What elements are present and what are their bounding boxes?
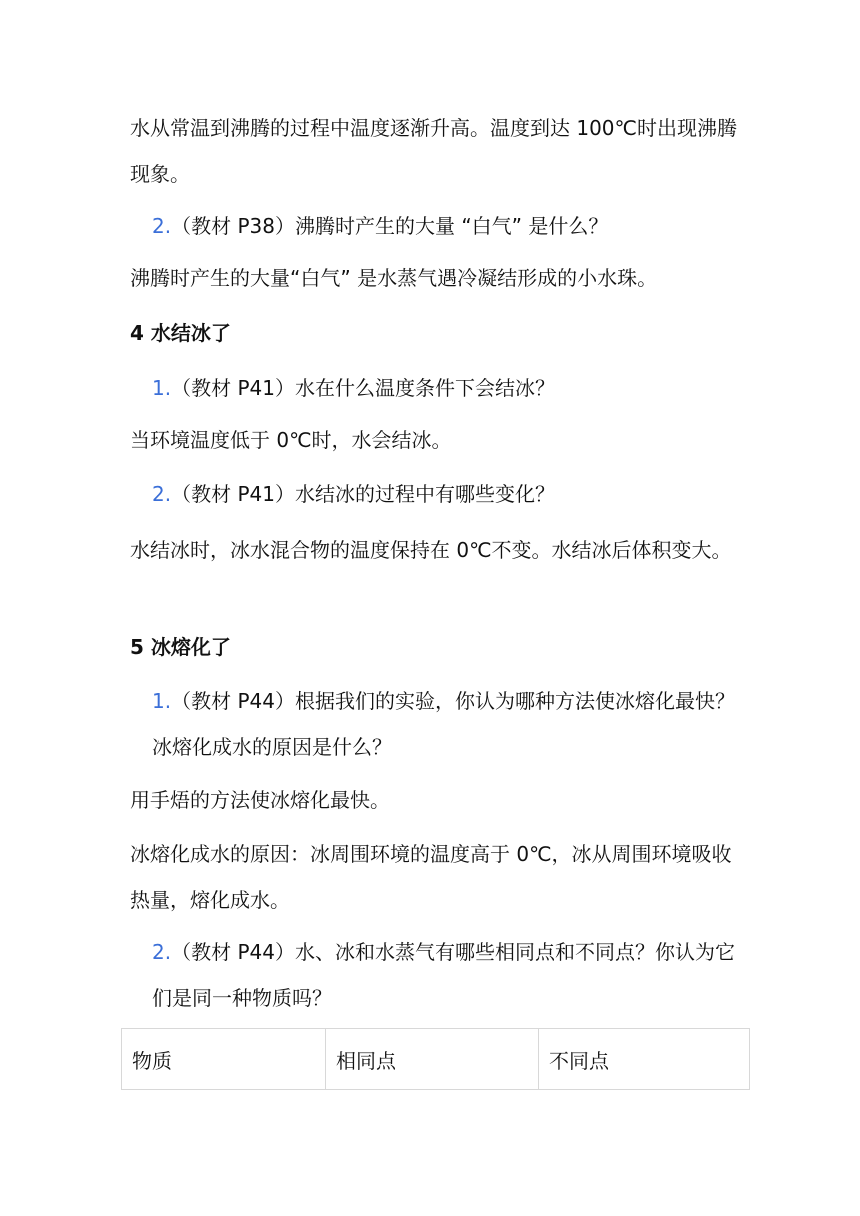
question-number: 1. bbox=[152, 376, 172, 400]
question-number: 2. bbox=[152, 214, 172, 238]
question-freezing-condition bbox=[152, 365, 742, 411]
question-number: 2. bbox=[152, 940, 172, 964]
section-heading-melting: 5 冰熔化了 bbox=[130, 635, 231, 659]
question-text: （教材 P44）根据我们的实验，你认为哪种方法使冰熔化最快？冰熔化成水的原因是什么？ bbox=[152, 689, 735, 759]
question-white-gas bbox=[152, 203, 742, 249]
question-freezing-changes bbox=[152, 471, 742, 517]
paragraph-boiling-temperature: 水从常温到沸腾的过程中温度逐渐升高。温度到达 100℃时出现沸腾现象。 bbox=[130, 116, 737, 186]
answer-fastest-method: 用手焐的方法使冰熔化最快。 bbox=[130, 788, 390, 812]
section-heading-freezing: 4 水结冰了 bbox=[130, 321, 231, 345]
question-number: 2. bbox=[152, 482, 172, 506]
question-text: （教材 P41）水在什么温度条件下会结冰？ bbox=[171, 376, 555, 400]
question-text: （教材 P41）水结冰的过程中有哪些变化？ bbox=[171, 482, 555, 506]
answer-freezing-changes: 水结冰时，冰水混合物的温度保持在 0℃不变。水结冰后体积变大。 bbox=[130, 538, 732, 562]
question-fastest-melting bbox=[152, 678, 742, 770]
table-header-row bbox=[122, 1029, 750, 1090]
question-water-ice-vapor bbox=[152, 929, 742, 1021]
answer-melting-reason: 冰熔化成水的原因：冰周围环境的温度高于 0℃，冰从周围环境吸收热量，熔化成水。 bbox=[130, 842, 732, 912]
table-header-similarities: 相同点 bbox=[326, 1029, 539, 1090]
answer-freezing-condition: 当环境温度低于 0℃时，水会结冰。 bbox=[130, 428, 452, 452]
table-header-differences: 不同点 bbox=[539, 1029, 750, 1090]
question-number: 1. bbox=[152, 689, 172, 713]
comparison-table bbox=[121, 1028, 750, 1090]
table-header-substance: 物质 bbox=[122, 1029, 326, 1090]
answer-white-gas: 沸腾时产生的大量“白气” 是水蒸气遇冷凝结形成的小水珠。 bbox=[130, 266, 658, 290]
question-text: （教材 P38）沸腾时产生的大量 “白气” 是什么？ bbox=[171, 214, 609, 238]
question-text: （教材 P44）水、冰和水蒸气有哪些相同点和不同点？你认为它们是同一种物质吗？ bbox=[152, 940, 735, 1010]
